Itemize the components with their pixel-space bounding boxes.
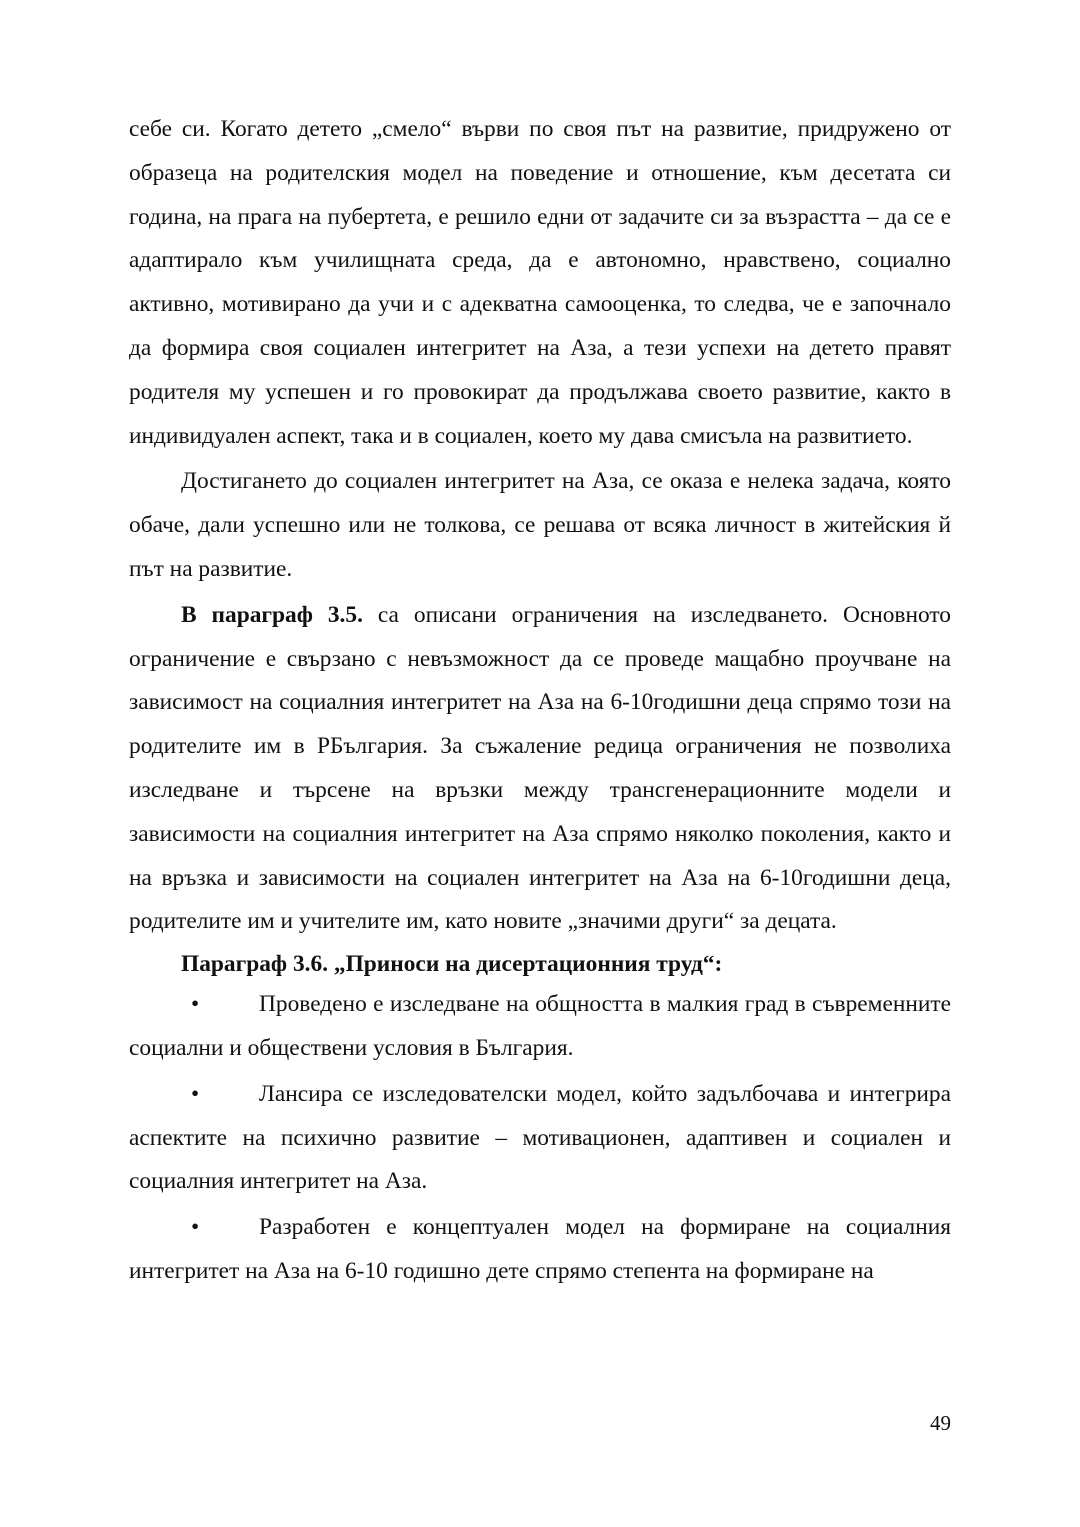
bullet-item-3-text: Разработен е концептуален модел на формиране на социалния интегритет на Аза на 6-10 годишно дете спрямо степента на формиране на	[129, 1214, 951, 1284]
document-page	[129, 108, 951, 1294]
paragraph-3	[129, 594, 951, 944]
contributions-heading	[129, 944, 951, 984]
contributions-heading-text: Параграф 3.6. „Приноси на дисертационния труд“:	[181, 951, 723, 978]
bullet-item-3	[129, 1206, 951, 1294]
page-number: 49	[930, 1411, 951, 1435]
paragraph-1: себе си. Когато детето „смело“ върви по своя път на развитие, придружено от образеца на родителския модел на поведение и отношение, към десетата си година, на прага на пубертета, е решило едни от задачите си за възрастта – да се е адаптирало към училищната среда, да е автономно, нравствено, социално активно, мотивирано да учи и с адекватна самооценка, то следва, че е започнало да формира своя социален интегритет на Аза, а тези успехи на детето правят родителя му успешен и го провокират да продължава своето развитие, както в индивидуален аспект, така и в социален, което му дава смисъла на развитието.	[129, 116, 951, 449]
paragraph-3-text: са описани ограничения на изследването. Основното ограничение е свързано с невъзможност да се проведе мащабно проучване на зависимост на социалния интегритет на Аза на 6-10годишни деца спрямо този на родителите им в РБългария. За съжаление редица ограничения не позволиха изследване и търсене на връзки между трансгенерационните модели и зависимости на социалния интегритет на Аза спрямо няколко поколения, както и на връзка и зависимости на социален интегритет на Аза на 6-10годишни деца, родителите им и учителите им, като новите „значими други“ за децата.	[129, 601, 951, 935]
bullet-icon: •	[191, 1214, 200, 1241]
bullet-item-2	[129, 1073, 951, 1204]
bullet-icon: •	[191, 1080, 200, 1107]
paragraph-2: Достигането до социален интегритет на Аза, се оказа е нелека задача, която обаче, дали успешно или не толкова, се решава от всяка личност в житейския й път на развитие.	[129, 468, 951, 582]
bullet-icon: •	[191, 991, 200, 1018]
section-ref-3-5: В параграф 3.5.	[181, 601, 363, 628]
bullet-item-1-text: Проведено е изследване на общността в малкия град в съвременните социални и обществени условия в България.	[129, 991, 951, 1061]
bullet-item-1	[129, 983, 951, 1071]
bullet-item-2-text: Лансира се изследователски модел, който задълбочава и интегрира аспектите на психично развитие – мотивационен, адаптивен и социален и социалния интегритет на Аза.	[129, 1080, 951, 1195]
